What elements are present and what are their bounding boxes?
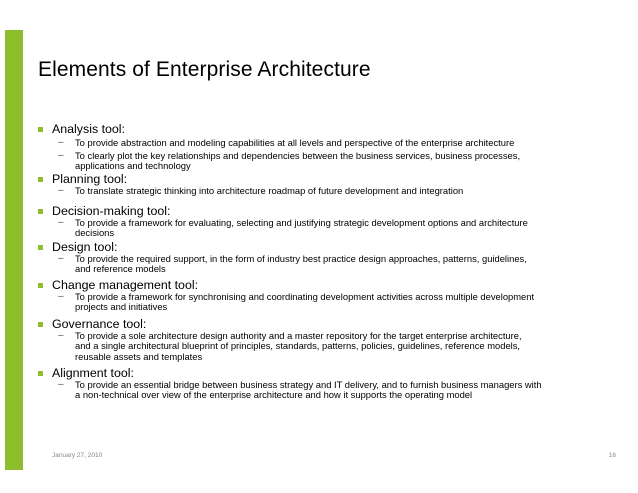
bullet-label: Change management tool: (52, 278, 199, 292)
dash-icon: – (58, 379, 64, 390)
bullet-square-icon (38, 322, 43, 327)
sub-bullet-line: To translate strategic thinking into architecture roadmap of future development and integration (75, 185, 464, 196)
bullet-label: Governance tool: (52, 317, 147, 331)
dash-icon: – (58, 253, 64, 264)
sub-bullet-text (75, 151, 520, 172)
bullet-square-icon (38, 127, 43, 132)
sub-bullet-line: To clearly plot the key relationships and dependencies between the business services, business processes, (75, 150, 521, 161)
sub-bullet-line: projects and initiatives (75, 301, 168, 313)
dash-icon: – (58, 330, 64, 341)
bullet-label: Analysis tool: (52, 122, 126, 136)
sub-bullet-line: and reference models (75, 263, 166, 275)
dash-icon: – (58, 291, 64, 302)
sub-bullet-line: To provide a framework for synchronising and coordinating development activities across multiple development (75, 291, 535, 302)
bullet-label: Design tool: (52, 240, 118, 254)
sub-bullet-line: and a single architectural blueprint of principles, standards, patterns, policies, guidelines, reference models, (75, 340, 521, 352)
bullet-square-icon (38, 245, 43, 250)
slide-title: Elements of Enterprise Architecture (38, 58, 371, 81)
dash-icon: – (58, 217, 64, 228)
sub-bullet-line: To provide a sole architecture design authority and a master repository for the target enterprise architecture, (75, 330, 522, 341)
bullet-label: Alignment tool: (52, 366, 134, 380)
bullet-square-icon (38, 371, 43, 376)
sub-bullet-line: a non-technical over view of the enterprise architecture and how it supports the operating model (75, 389, 473, 401)
bullet-square-icon (38, 209, 43, 214)
bullet-square-icon (38, 177, 43, 182)
accent-bar (5, 30, 23, 470)
page-number: 16 (608, 452, 616, 459)
sub-bullet-line: To provide a framework for evaluating, selecting and justifying strategic development options and architecture (75, 217, 528, 228)
sub-bullet-text (75, 292, 534, 313)
sub-bullet-text (75, 380, 542, 401)
sub-bullet-text (75, 138, 514, 148)
footer-date: January 27, 2010 (52, 452, 103, 459)
dash-icon: – (58, 185, 64, 196)
sub-bullet-text (75, 218, 528, 239)
bullet-label: Planning tool: (52, 172, 128, 186)
sub-bullet-line: To provide the required support, in the form of industry best practice design approaches, patterns, guidelines, (75, 253, 527, 264)
dash-icon: – (58, 150, 64, 161)
sub-bullet-line: decisions (75, 227, 115, 239)
sub-bullet-line: applications and technology (75, 160, 191, 172)
sub-bullet-text (75, 254, 527, 275)
sub-bullet-line: To provide an essential bridge between business strategy and IT delivery, and to furnish business managers with (75, 379, 542, 390)
sub-bullet-line: To provide abstraction and modeling capabilities at all levels and perspective of the enterprise architecture (75, 137, 515, 148)
bullet-label: Decision-making tool: (52, 204, 171, 218)
sub-bullet-text (75, 331, 522, 362)
bullet-square-icon (38, 283, 43, 288)
sub-bullet-text (75, 186, 463, 196)
dash-icon: – (58, 137, 64, 148)
sub-bullet-line: reusable assets and templates (75, 350, 203, 362)
